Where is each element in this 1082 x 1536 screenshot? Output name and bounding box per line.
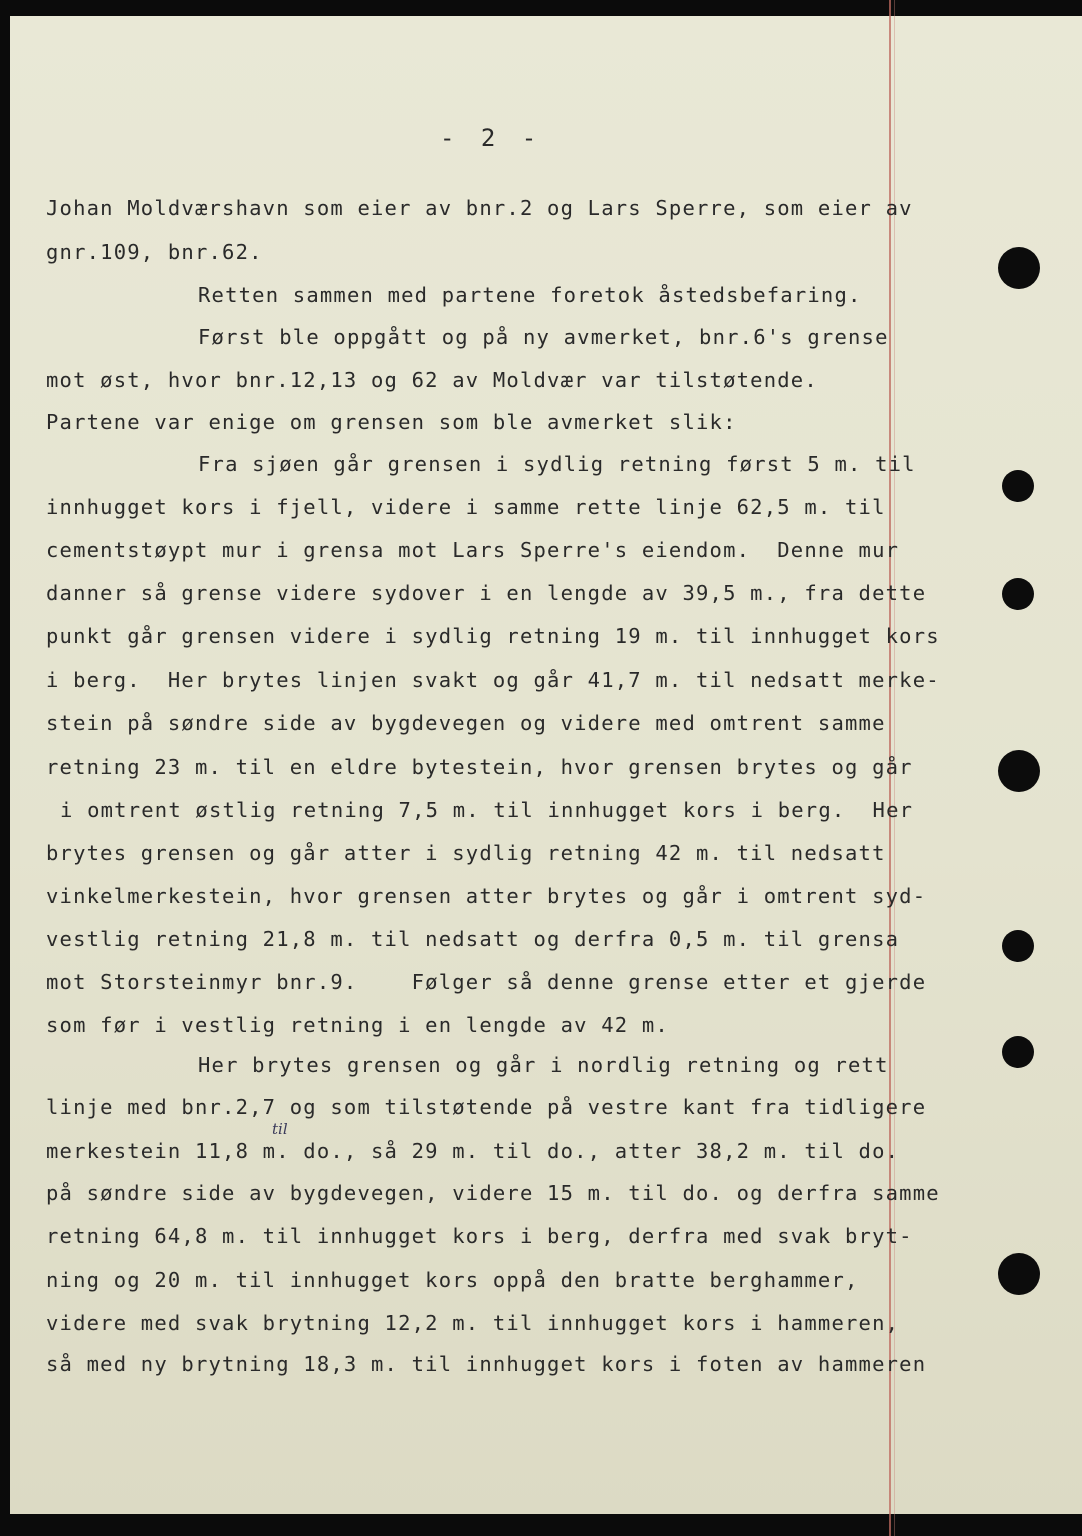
- punch-hole: [1002, 578, 1034, 610]
- text-line: Johan Moldværshavn som eier av bnr.2 og Lars Sperre, som eier av: [46, 196, 913, 220]
- text-line: innhugget kors i fjell, videre i samme rette linje 62,5 m. til: [46, 495, 886, 519]
- scan-edge-top: [0, 0, 1082, 16]
- page-number: - 2 -: [440, 124, 543, 152]
- text-line: videre med svak brytning 12,2 m. til innhugget kors i hammeren,: [46, 1311, 900, 1335]
- text-line: punkt går grensen videre i sydlig retning 19 m. til innhugget kors: [46, 624, 940, 648]
- scan-edge-bottom: [0, 1514, 1082, 1536]
- punch-hole: [1002, 930, 1034, 962]
- text-line: stein på søndre side av bygdevegen og videre med omtrent samme: [46, 711, 886, 735]
- text-line: cementstøypt mur i grensa mot Lars Sperre's eiendom. Denne mur: [46, 538, 900, 562]
- text-line: merkestein 11,8 m. do., så 29 m. til do., atter 38,2 m. til do.: [46, 1139, 900, 1163]
- text-line: Her brytes grensen og går i nordlig retning og rett: [198, 1053, 889, 1077]
- punch-hole: [998, 1253, 1040, 1295]
- text-line: Først ble oppgått og på ny avmerket, bnr.6's grense: [198, 325, 889, 349]
- handwritten-insert: til: [272, 1120, 288, 1138]
- punch-hole: [998, 750, 1040, 792]
- text-line: retning 23 m. til en eldre bytestein, hvor grensen brytes og går: [46, 755, 913, 779]
- text-line: retning 64,8 m. til innhugget kors i berg, derfra med svak bryt-: [46, 1224, 913, 1248]
- text-line: danner så grense videre sydover i en lengde av 39,5 m., fra dette: [46, 581, 927, 605]
- text-line: vestlig retning 21,8 m. til nedsatt og derfra 0,5 m. til grensa: [46, 927, 900, 951]
- text-line: Partene var enige om grensen som ble avmerket slik:: [46, 410, 737, 434]
- punch-hole: [1002, 1036, 1034, 1068]
- text-line: ning og 20 m. til innhugget kors oppå den bratte berghammer,: [46, 1268, 859, 1292]
- text-line: linje med bnr.2,7 og som tilstøtende på vestre kant fra tidligere: [46, 1095, 927, 1119]
- text-line: Retten sammen med partene foretok åstedsbefaring.: [198, 283, 862, 307]
- text-line: så med ny brytning 18,3 m. til innhugget kors i foten av hammeren: [46, 1352, 927, 1376]
- text-line: brytes grensen og går atter i sydlig retning 42 m. til nedsatt: [46, 841, 886, 865]
- punch-hole: [998, 247, 1040, 289]
- punch-hole: [1002, 470, 1034, 502]
- text-line: på søndre side av bygdevegen, videre 15 m. til do. og derfra samme: [46, 1181, 940, 1205]
- text-line: i berg. Her brytes linjen svakt og går 41,7 m. til nedsatt merke-: [46, 668, 940, 692]
- text-line: i omtrent østlig retning 7,5 m. til innhugget kors i berg. Her: [60, 798, 914, 822]
- text-line: mot øst, hvor bnr.12,13 og 62 av Moldvær var tilstøtende.: [46, 368, 818, 392]
- text-line: gnr.109, bnr.62.: [46, 240, 263, 264]
- text-line: som før i vestlig retning i en lengde av 42 m.: [46, 1013, 669, 1037]
- scan-edge-left: [0, 0, 10, 1536]
- text-line: Fra sjøen går grensen i sydlig retning først 5 m. til: [198, 452, 916, 476]
- text-line: mot Storsteinmyr bnr.9. Følger så denne grense etter et gjerde: [46, 970, 927, 994]
- text-line: vinkelmerkestein, hvor grensen atter brytes og går i omtrent syd-: [46, 884, 927, 908]
